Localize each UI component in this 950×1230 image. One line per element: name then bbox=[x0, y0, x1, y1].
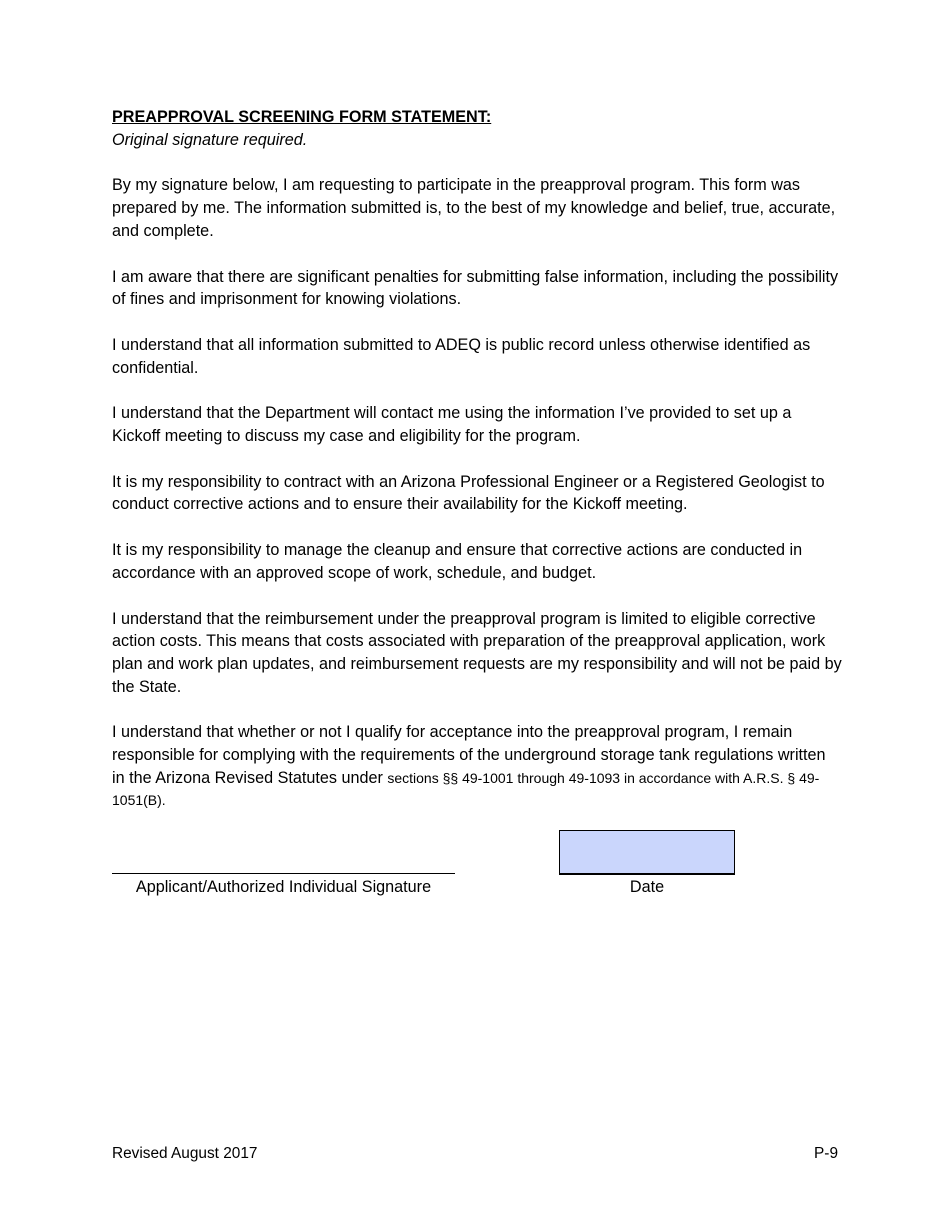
final-paragraph-text: I understand that whether or not I qualify for acceptance into the preapproval program, I remain responsible for complying with the requirements of the underground storage tank regulations written in the Arizona Revised Statutes under bbox=[112, 723, 826, 787]
signature-line[interactable] bbox=[112, 873, 455, 874]
date-label: Date bbox=[629, 878, 665, 896]
statement-paragraph: It is my responsibility to contract with an Arizona Professional Engineer or a Registered Geologist to conduct corrective actions and to ensure their availability for the Kickoff meeting. bbox=[112, 472, 825, 514]
footer-revised-date: Revised August 2017 bbox=[112, 1145, 258, 1162]
statement-paragraph: I am aware that there are significant penalties for submitting false information, including the possibility of fines and imprisonment for knowing violations. bbox=[112, 267, 839, 309]
statement-paragraph: I understand that all information submitted to ADEQ is public record unless otherwise identified as confidential. bbox=[112, 335, 811, 377]
footer-page-number: P-9 bbox=[814, 1145, 838, 1162]
statement-paragraph: I understand that the reimbursement under the preapproval program is limited to eligible corrective action costs. This means that costs associated with preparation of the preapproval application, work plan and work plan updates, and reimbursement requests are my responsibility and will not be paid by the State. bbox=[112, 609, 842, 696]
statement-paragraph: It is my responsibility to manage the cleanup and ensure that corrective actions are conducted in accordance with an approved scope of work, schedule, and budget. bbox=[112, 541, 803, 582]
form-heading: PREAPPROVAL SCREENING FORM STATEMENT: bbox=[112, 108, 492, 126]
form-statement-body bbox=[112, 106, 842, 835]
statement-paragraph-final bbox=[112, 721, 842, 812]
statement-paragraph: By my signature below, I am requesting to participate in the preapproval program. This form was prepared by me. The information submitted is, to the best of my knowledge and belief, true, accurate, and complete. bbox=[112, 176, 836, 240]
form-subheading: Original signature required. bbox=[112, 130, 308, 149]
date-field[interactable] bbox=[559, 830, 735, 875]
final-paragraph-statute-reference: sections §§ 49-1001 through 49-1093 in accordance with A.R.S. § 49-1051(B). bbox=[112, 769, 820, 809]
statement-paragraph: I understand that the Department will contact me using the information I’ve provided to set up a Kickoff meeting to discuss my case and eligibility for the program. bbox=[112, 404, 792, 446]
signature-label: Applicant/Authorized Individual Signature bbox=[135, 878, 432, 896]
